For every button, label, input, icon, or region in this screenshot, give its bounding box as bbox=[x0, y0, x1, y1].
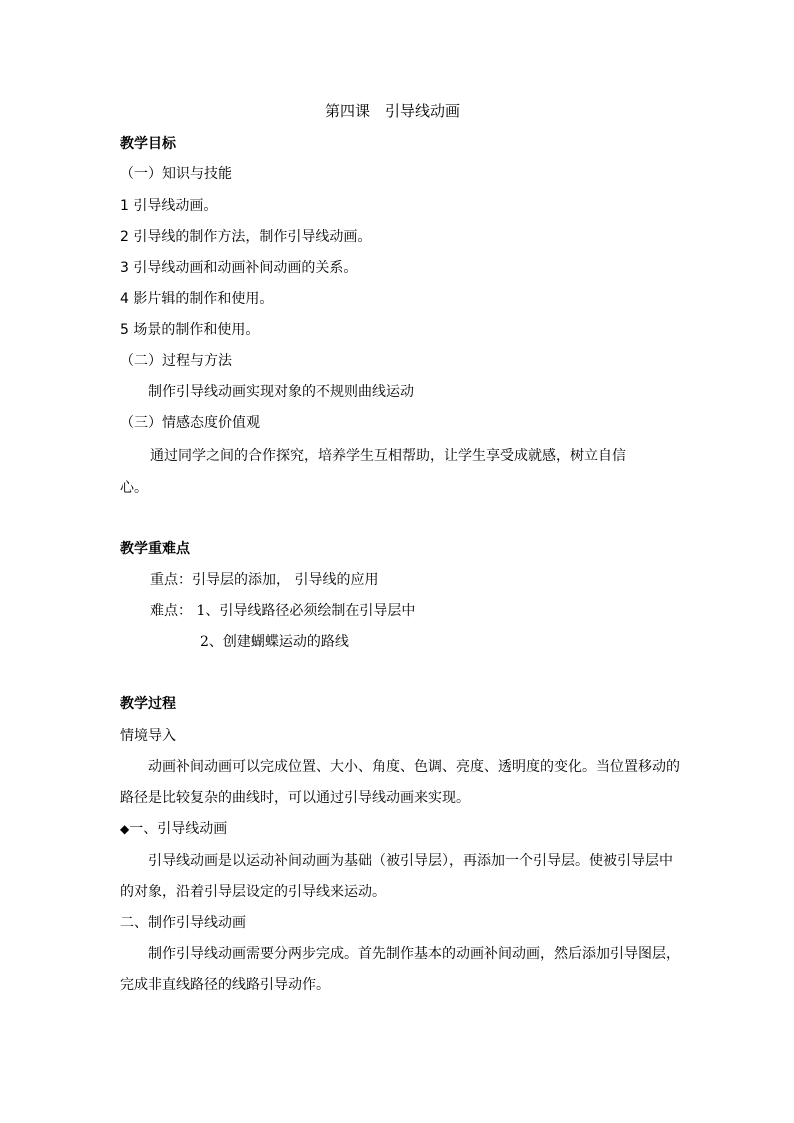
goal-item-3: 3 引导线动画和动画补间动画的关系。 bbox=[120, 260, 358, 276]
goals-values-text-line2: 心。 bbox=[120, 480, 148, 496]
key-point-text: 重点：引导层的添加， 引导线的应用 bbox=[150, 572, 379, 588]
diamond-bullet-icon: ◆ bbox=[120, 822, 130, 836]
key-points-heading: 教学重难点 bbox=[120, 541, 190, 557]
page-title: 第四课 引导线动画 bbox=[325, 102, 461, 120]
section2-title: 二、制作引导线动画 bbox=[120, 915, 246, 931]
section2-paragraph-line1: 制作引导线动画需要分两步完成。首先制作基本的动画补间动画，然后添加引导图层， bbox=[148, 946, 680, 962]
goals-subheading-knowledge: （一）知识与技能 bbox=[120, 166, 232, 182]
goals-subheading-process: （二）过程与方法 bbox=[120, 353, 232, 369]
section1-heading bbox=[120, 820, 227, 838]
section1-paragraph-line1: 引导线动画是以运动补间动画为基础（被引导层），再添加一个引导层。使被引导层中 bbox=[148, 853, 673, 869]
section1-title: 一、引导线动画 bbox=[129, 821, 228, 837]
goals-process-text: 制作引导线动画实现对象的不规则曲线运动 bbox=[148, 384, 414, 400]
difficult-point-1: 难点： 1、引导线路径必须绘制在引导层中 bbox=[150, 603, 416, 619]
difficult-point-2: 2、创建蝴蝶运动的路线 bbox=[200, 634, 349, 650]
goal-item-2: 2 引导线的制作方法，制作引导线动画。 bbox=[120, 229, 372, 245]
goal-item-4: 4 影片辑的制作和使用。 bbox=[120, 291, 274, 307]
intro-title: 情境导入 bbox=[120, 728, 176, 744]
goal-item-1: 1 引导线动画。 bbox=[120, 198, 218, 214]
goal-item-5: 5 场景的制作和使用。 bbox=[120, 322, 260, 338]
process-heading: 教学过程 bbox=[120, 696, 176, 712]
goals-values-text-line1: 通过同学之间的合作探究，培养学生互相帮助，让学生享受成就感，树立自信 bbox=[150, 448, 626, 464]
intro-paragraph-line2: 路径是比较复杂的曲线时，可以通过引导线动画来实现。 bbox=[120, 790, 470, 806]
intro-paragraph-line1: 动画补间动画可以完成位置、大小、角度、色调、亮度、透明度的变化。当位置移动的 bbox=[148, 759, 680, 775]
section1-paragraph-line2: 的对象，沿着引导层设定的引导线来运动。 bbox=[120, 884, 386, 900]
goals-heading: 教学目标 bbox=[120, 136, 176, 152]
goals-subheading-values: （三）情感态度价值观 bbox=[120, 415, 260, 431]
section2-paragraph-line2: 完成非直线路径的线路引导动作。 bbox=[120, 977, 330, 993]
